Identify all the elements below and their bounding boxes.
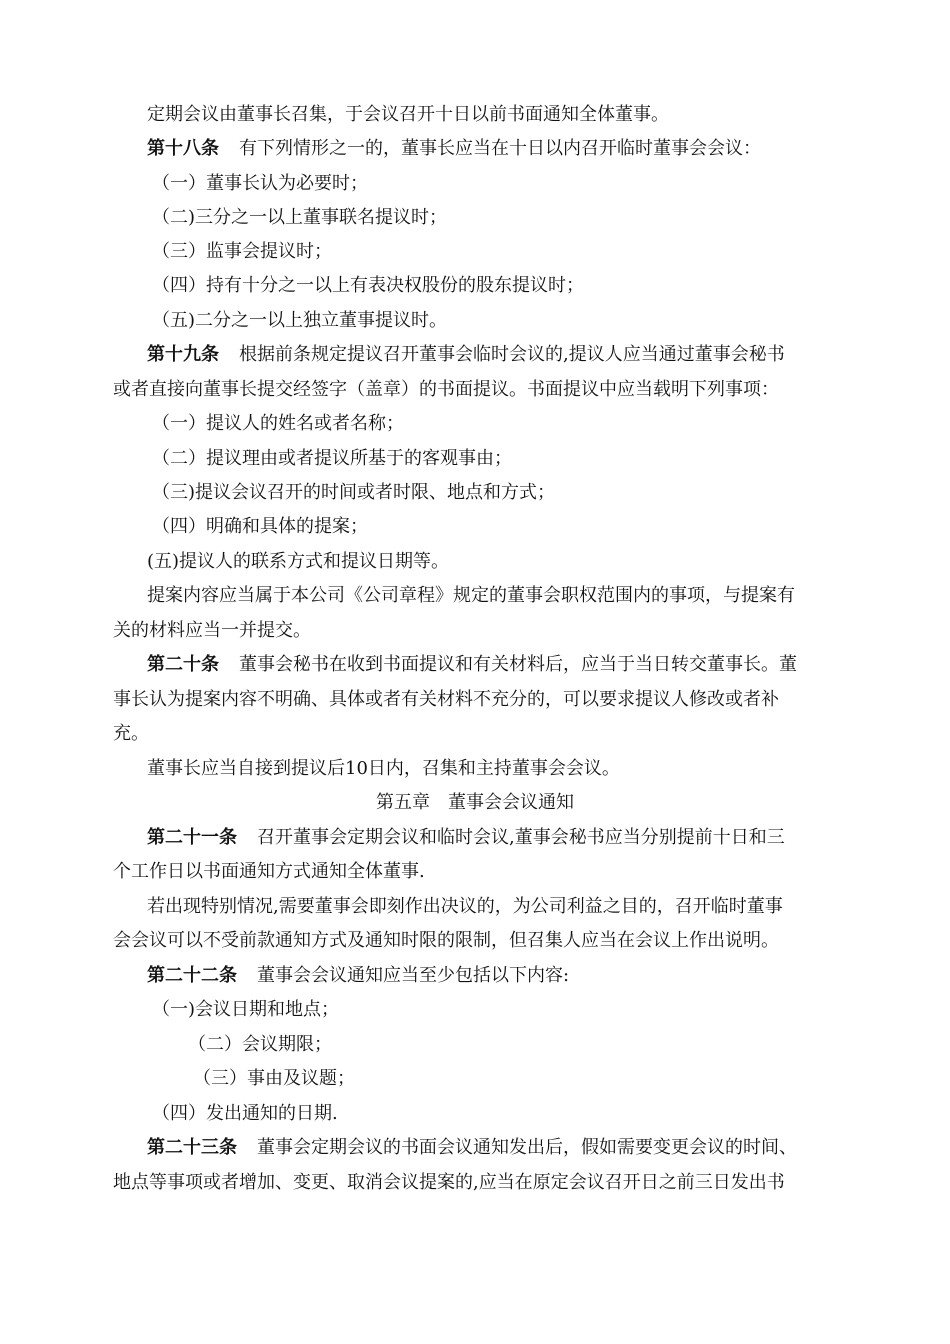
line-text: 根据前条规定提议召开董事会临时会议的,提议人应当通过董事会秘书 [239, 344, 785, 365]
list-item [0, 998, 950, 1022]
line-text: 或者直接向董事长提交经签字（盖章）的书面提议。书面提议中应当载明下列事项： [113, 379, 779, 400]
list-item [0, 206, 950, 230]
line-text: （四）明确和具体的提案； [152, 516, 368, 537]
line-text: 提案内容应当属于本公司《公司章程》规定的董事会职权范围内的事项，与提案有 [147, 585, 795, 606]
line-text: 董事会秘书在收到书面提议和有关材料后，应当于当日转交董事长。董 [239, 654, 797, 675]
list-item [0, 550, 950, 574]
line-text: 会会议可以不受前款通知方式及通知时限的限制，但召集人应当在会议上作出说明。 [113, 930, 779, 951]
paragraph-line [0, 1171, 950, 1195]
list-item [0, 1102, 950, 1126]
line-text: （三)提议会议召开的时间或者时限、地点和方式； [152, 482, 556, 503]
line-text: 董事会会议通知应当至少包括以下内容: [257, 965, 570, 986]
article-number: 第二十条 [147, 654, 219, 675]
line-text: 董事会定期会议的书面会议通知发出后，假如需要变更会议的时间、 [257, 1137, 797, 1158]
line-text: （三）监事会提议时； [152, 241, 332, 262]
line-text: （一）提议人的姓名或者名称； [152, 413, 404, 434]
paragraph-line [0, 688, 950, 712]
list-item [0, 172, 950, 196]
line-text: 事长认为提案内容不明确、具体或者有关材料不充分的，可以要求提议人修改或者补 [113, 689, 779, 710]
paragraph-line [0, 895, 950, 919]
line-text: 第五章 董事会会议通知 [376, 792, 574, 813]
paragraph-line [0, 619, 950, 643]
paragraph-line [0, 378, 950, 402]
article-heading-23 [0, 1136, 950, 1160]
list-item [0, 240, 950, 264]
list-item [0, 309, 950, 333]
paragraph-line [0, 929, 950, 953]
line-text: （一）董事长认为必要时； [152, 173, 368, 194]
article-number: 第十九条 [147, 344, 219, 365]
line-text: （二）会议期限； [188, 1034, 332, 1055]
line-text: （三）事由及议题； [193, 1068, 355, 1089]
article-number: 第二十三条 [147, 1137, 237, 1158]
article-heading-22 [0, 964, 950, 988]
line-text: 定期会议由董事长召集，于会议召开十日以前书面通知全体董事。 [147, 104, 669, 125]
list-item [0, 447, 950, 471]
line-text: 若出现特别情况,需要董事会即刻作出决议的，为公司利益之目的，召开临时董事 [147, 896, 783, 917]
line-text: （一)会议日期和地点； [152, 999, 340, 1020]
paragraph-line [0, 584, 950, 608]
article-heading-20 [0, 653, 950, 677]
list-item [0, 481, 950, 505]
line-text: 有下列情形之一的，董事长应当在十日以内召开临时董事会会议： [239, 138, 761, 159]
paragraph-line [0, 722, 950, 746]
line-text: 召开董事会定期会议和临时会议,董事会秘书应当分别提前十日和三 [257, 827, 785, 848]
article-number: 第二十一条 [147, 827, 237, 848]
line-text: （二）提议理由或者提议所基于的客观事由； [152, 448, 512, 469]
line-text: （五)二分之一以上独立董事提议时。 [152, 310, 448, 331]
article-heading-18 [0, 137, 950, 161]
paragraph-line [0, 757, 950, 781]
list-item [0, 515, 950, 539]
line-text: （二)三分之一以上董事联名提议时； [152, 207, 448, 228]
line-text: 关的材料应当一并提交。 [113, 620, 311, 641]
chapter-heading [0, 791, 950, 815]
list-item [0, 274, 950, 298]
list-item [0, 1067, 950, 1091]
line-text: 充。 [113, 723, 149, 744]
list-item [0, 1033, 950, 1057]
line-text: （四）发出通知的日期. [152, 1103, 338, 1124]
article-heading-21 [0, 826, 950, 850]
article-heading-19 [0, 343, 950, 367]
line-text: （四）持有十分之一以上有表决权股份的股东提议时； [152, 275, 584, 296]
article-number: 第二十二条 [147, 965, 237, 986]
paragraph-line [0, 103, 950, 127]
line-text: 个工作日以书面通知方式通知全体董事. [113, 861, 425, 882]
list-item [0, 412, 950, 436]
line-text: 地点等事项或者增加、变更、取消会议提案的,应当在原定会议召开日之前三日发出书 [113, 1172, 785, 1193]
paragraph-line [0, 860, 950, 884]
article-number: 第十八条 [147, 138, 219, 159]
line-text: (五)提议人的联系方式和提议日期等。 [147, 551, 450, 572]
line-text: 董事长应当自接到提议后10日内，召集和主持董事会会议。 [147, 758, 620, 779]
